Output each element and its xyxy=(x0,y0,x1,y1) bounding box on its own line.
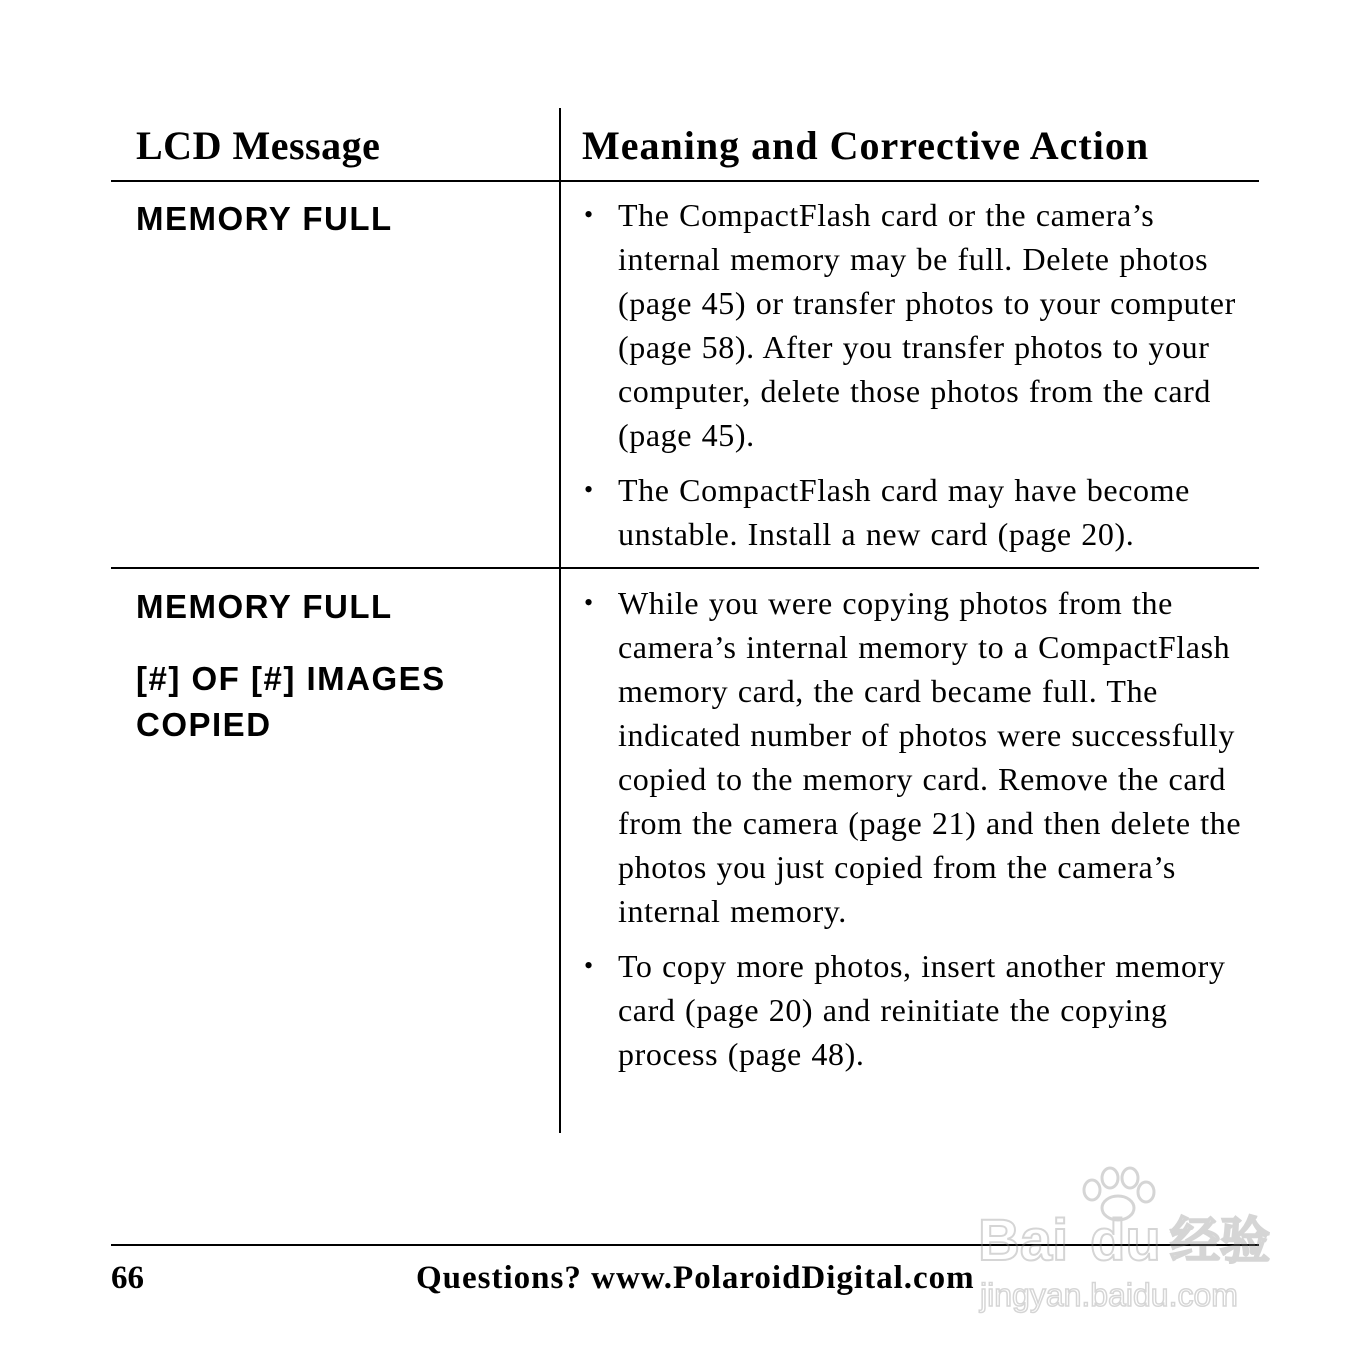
lcd-message-memory-full: MEMORY FULL xyxy=(136,200,393,237)
bullet-icon: • xyxy=(584,588,594,617)
svg-text:Bai: Bai xyxy=(978,1208,1069,1273)
row2-actions xyxy=(582,581,1242,1087)
column-divider xyxy=(559,108,561,1133)
list-item xyxy=(582,468,1242,556)
column-header-meaning: Meaning and Corrective Action xyxy=(582,123,1150,168)
baidu-watermark-logo xyxy=(970,1160,1300,1320)
lcd-message-memory-full-2: MEMORY FULL xyxy=(136,588,393,625)
list-item xyxy=(582,193,1242,457)
list-item xyxy=(582,581,1242,933)
bullet-icon: • xyxy=(584,951,594,980)
row1-actions xyxy=(582,193,1242,567)
bullet-text: To copy more photos, insert another memory card (page 20) and reinitiate the copying process (page 48). xyxy=(618,948,1226,1072)
page-number: 66 xyxy=(111,1260,144,1296)
footer-questions-url: Questions? www.PolaroidDigital.com xyxy=(416,1260,975,1296)
lcd-message-images-copied: [#] OF [#] IMAGES COPIED xyxy=(136,660,446,743)
column-header-lcd-message: LCD Message xyxy=(136,123,381,168)
svg-text:jingyan.baidu.com: jingyan.baidu.com xyxy=(980,1277,1238,1313)
bullet-icon: • xyxy=(584,200,594,229)
svg-text:经验: 经验 xyxy=(1170,1212,1270,1270)
row-rule xyxy=(111,567,1259,569)
bullet-text: The CompactFlash card or the camera’s internal memory may be full. Delete photos (page 45) or transfer photos to your computer (page 58). After you transfer photos to your computer, delete those photos from the card (page 45). xyxy=(618,197,1236,453)
header-rule xyxy=(111,180,1259,182)
bullet-text: While you were copying photos from the camera’s internal memory to a CompactFlash memory card, the card became full. The indicated number of photos were successfully copied to the memory card. Remove the card from the camera (page 21) and then delete the photos you just copied from the camera’s internal memory. xyxy=(618,585,1242,929)
bullet-icon: • xyxy=(584,475,594,504)
svg-text:du: du xyxy=(1090,1208,1161,1273)
bullet-text: The CompactFlash card may have become unstable. Install a new card (page 20). xyxy=(618,472,1190,552)
list-item xyxy=(582,944,1242,1076)
